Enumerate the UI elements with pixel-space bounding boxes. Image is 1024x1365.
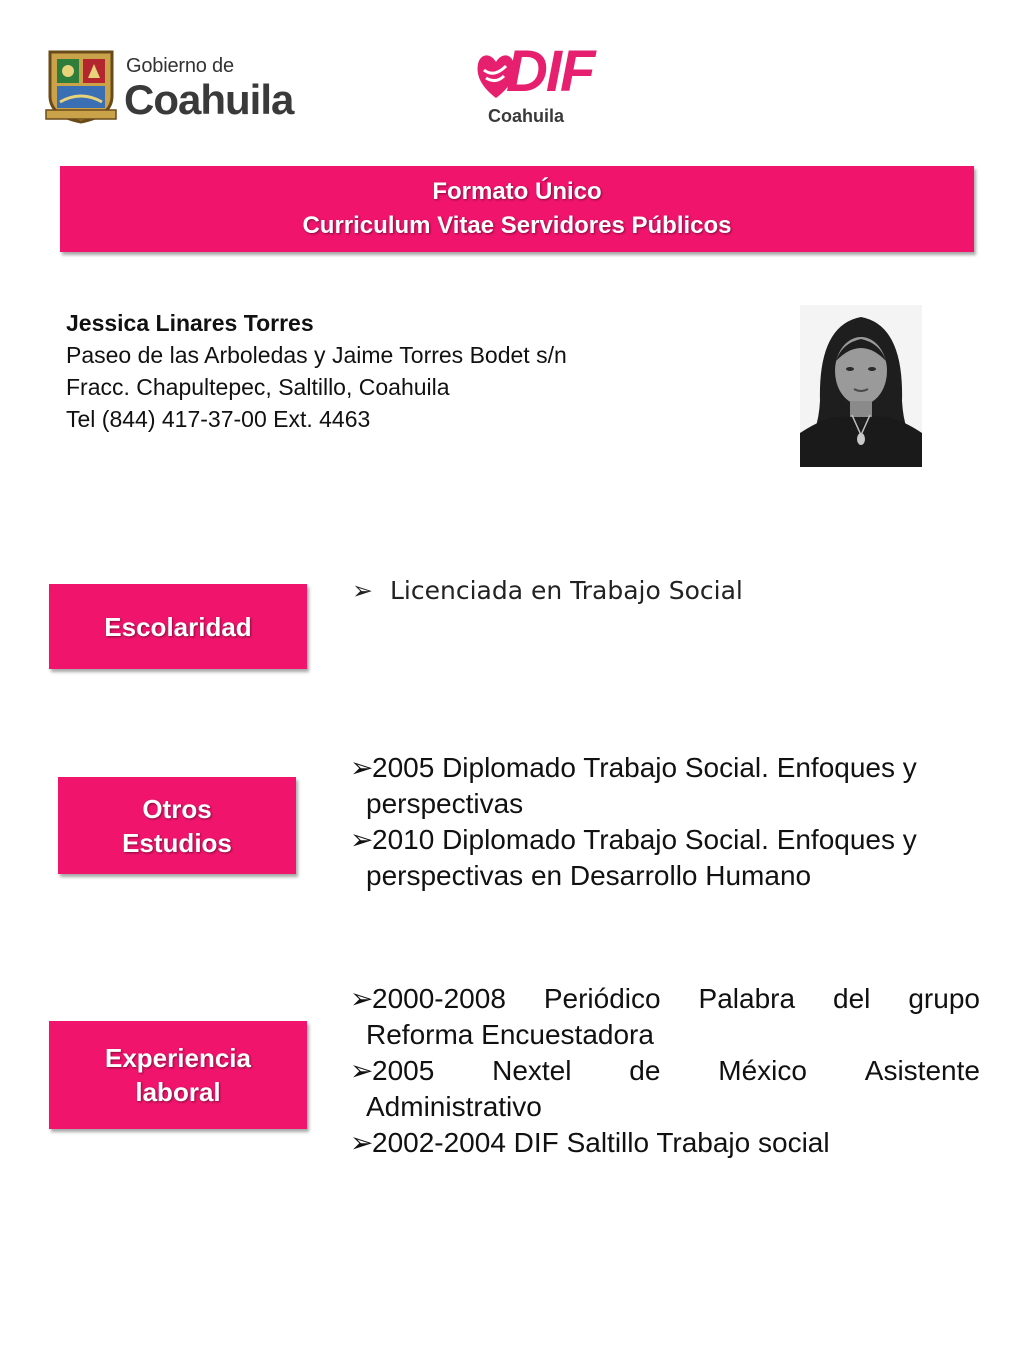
item-line: 2005 Diplomado Trabajo Social. Enfoques y xyxy=(372,752,917,783)
list-item xyxy=(350,822,980,894)
item-line: 2002-2004 DIF Saltillo Trabajo social xyxy=(372,1127,830,1158)
escolaridad-item-text: Licenciada en Trabajo Social xyxy=(390,576,743,605)
item-word: México xyxy=(718,1055,807,1086)
list-item xyxy=(350,981,980,1053)
dif-wordmark: DIF xyxy=(506,39,594,104)
title-banner xyxy=(60,166,974,252)
item-word: Palabra xyxy=(698,983,796,1014)
gobierno-coahuila-logo xyxy=(44,46,304,128)
person-name: Jessica Linares Torres xyxy=(66,310,314,336)
list-item xyxy=(350,1053,980,1125)
item-line xyxy=(366,981,980,1017)
item-word: de xyxy=(629,1055,661,1086)
dif-coahuila-logo xyxy=(476,39,594,130)
experiencia-laboral-label xyxy=(49,1021,307,1129)
arrow-bullet-icon: ➢ xyxy=(350,1127,374,1158)
item-line: perspectivas en Desarrollo Humano xyxy=(366,860,812,891)
arrow-bullet-icon: ➢ xyxy=(350,752,374,783)
item-word: Periódico xyxy=(543,983,661,1014)
item-line: Administrativo xyxy=(366,1091,542,1122)
otros-estudios-label-line-2: Estudios xyxy=(122,827,232,858)
item-line: 2010 Diplomado Trabajo Social. Enfoques y xyxy=(372,824,917,855)
arrow-bullet-icon: ➢ xyxy=(350,983,374,1014)
coahuila-crest-icon xyxy=(44,46,118,124)
coahuila-text: Coahuila xyxy=(124,76,294,123)
address-line-1: Paseo de las Arboledas y Jaime Torres Bodet s/n xyxy=(66,342,567,368)
item-word: 2005 xyxy=(372,1055,435,1086)
list-item xyxy=(350,750,980,822)
gobierno-de-text: Gobierno de xyxy=(126,55,234,77)
list-item xyxy=(350,1125,980,1161)
otros-estudios-list xyxy=(350,750,980,894)
experiencia-label-line-1: Experiencia xyxy=(105,1043,251,1073)
escolaridad-item xyxy=(352,576,743,605)
item-line: Reforma Encuestadora xyxy=(366,1019,654,1050)
arrow-bullet-icon: ➢ xyxy=(350,1055,374,1086)
escolaridad-label-text: Escolaridad xyxy=(104,611,252,642)
otros-estudios-label-line-1: Otros xyxy=(142,793,212,824)
dif-coahuila-text: Coahuila xyxy=(488,106,565,126)
banner-title: Formato Único xyxy=(432,178,602,205)
phone-line: Tel (844) 417-37-00 Ext. 4463 xyxy=(66,406,371,432)
item-line: perspectivas xyxy=(366,788,524,819)
experiencia-laboral-list xyxy=(350,981,980,1161)
otros-estudios-label xyxy=(58,777,296,874)
experiencia-label-line-2: laboral xyxy=(135,1077,221,1107)
item-word: Asistente xyxy=(864,1055,980,1086)
item-line xyxy=(366,1053,980,1089)
arrow-bullet-icon: ➢ xyxy=(350,824,374,855)
item-word: 2000-2008 xyxy=(372,983,506,1014)
escolaridad-label xyxy=(49,584,307,669)
arrow-bullet-icon: ➢ xyxy=(352,576,373,605)
item-word: Nextel xyxy=(492,1055,572,1086)
item-word: del xyxy=(833,983,871,1014)
address-line-2: Fracc. Chapultepec, Saltillo, Coahuila xyxy=(66,374,450,400)
portrait-image xyxy=(800,305,922,467)
contact-block xyxy=(66,307,567,435)
profile-photo xyxy=(800,305,922,467)
item-word: grupo xyxy=(908,983,980,1014)
banner-subtitle: Curriculum Vitae Servidores Públicos xyxy=(302,212,732,239)
